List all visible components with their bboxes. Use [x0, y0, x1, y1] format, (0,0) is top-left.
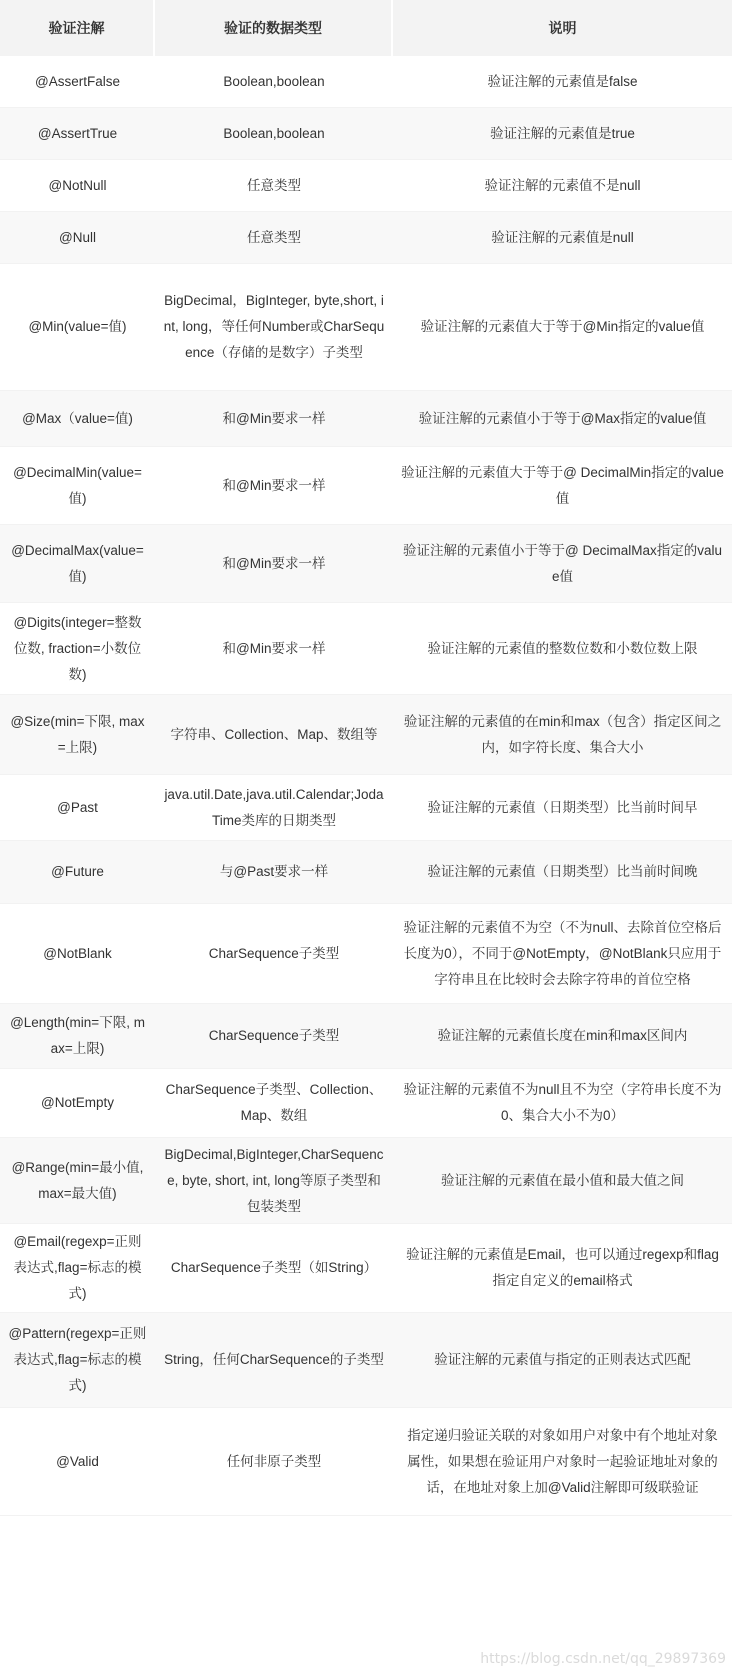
description-cell: 验证注解的元素值（日期类型）比当前时间早 [393, 775, 732, 841]
annotation-cell: @Future [0, 841, 155, 904]
blog-url-watermark: https://blog.csdn.net/qq_29897369 [480, 1651, 726, 1667]
annotation-cell: @Email(regexp=正则表达式,flag=标志的模式) [0, 1224, 155, 1313]
annotation-cell: @DecimalMin(value=值) [0, 447, 155, 525]
annotation-cell: @Null [0, 212, 155, 264]
table-row [0, 1408, 732, 1516]
description-cell: 指定递归验证关联的对象如用户对象中有个地址对象属性，如果想在验证用户对象时一起验证地址对象的话，在地址对象上加@Valid注解即可级联验证 [393, 1408, 732, 1516]
annotation-cell: @Min(value=值) [0, 264, 155, 391]
table-row [0, 447, 732, 525]
annotation-cell: @AssertTrue [0, 108, 155, 160]
data-type-cell: 任何非原子类型 [155, 1408, 393, 1516]
table-row [0, 841, 732, 904]
header-data-type: 验证的数据类型 [155, 0, 393, 56]
data-type-cell: CharSequence子类型 [155, 1004, 393, 1069]
description-cell: 验证注解的元素值大于等于@Min指定的value值 [393, 264, 732, 391]
description-cell: 验证注解的元素值小于等于@Max指定的value值 [393, 391, 732, 447]
table-row [0, 160, 732, 212]
description-cell: 验证注解的元素值长度在min和max区间内 [393, 1004, 732, 1069]
data-type-cell: CharSequence子类型（如String） [155, 1224, 393, 1313]
description-cell: 验证注解的元素值不是null [393, 160, 732, 212]
annotation-cell: @Valid [0, 1408, 155, 1516]
table-row [0, 775, 732, 841]
description-cell: 验证注解的元素值大于等于@ DecimalMin指定的value值 [393, 447, 732, 525]
annotation-cell: @NotBlank [0, 904, 155, 1004]
data-type-cell: 任意类型 [155, 160, 393, 212]
annotation-cell: @Range(min=最小值, max=最大值) [0, 1138, 155, 1224]
table-row [0, 603, 732, 695]
table-row [0, 525, 732, 603]
annotation-cell: @Length(min=下限, max=上限) [0, 1004, 155, 1069]
table-row [0, 1069, 732, 1138]
description-cell: 验证注解的元素值的整数位数和小数位数上限 [393, 603, 732, 695]
data-type-cell: 字符串、Collection、Map、数组等 [155, 695, 393, 775]
table-row [0, 1004, 732, 1069]
table-row [0, 695, 732, 775]
data-type-cell: Boolean,boolean [155, 56, 393, 108]
data-type-cell: 和@Min要求一样 [155, 447, 393, 525]
data-type-cell: 和@Min要求一样 [155, 603, 393, 695]
data-type-cell: 和@Min要求一样 [155, 525, 393, 603]
description-cell: 验证注解的元素值在最小值和最大值之间 [393, 1138, 732, 1224]
description-cell: 验证注解的元素值与指定的正则表达式匹配 [393, 1313, 732, 1408]
table-row [0, 264, 732, 391]
description-cell: 验证注解的元素值是null [393, 212, 732, 264]
table-row [0, 1313, 732, 1408]
table-header-row [0, 0, 732, 56]
data-type-cell: BigDecimal，BigInteger, byte,short, int, long，等任何Number或CharSequence（存储的是数字）子类型 [155, 264, 393, 391]
table-row [0, 391, 732, 447]
annotation-cell: @Pattern(regexp=正则表达式,flag=标志的模式) [0, 1313, 155, 1408]
annotation-cell: @DecimalMax(value=值) [0, 525, 155, 603]
table-row [0, 904, 732, 1004]
data-type-cell: BigDecimal,BigInteger,CharSequence, byte, short, int, long等原子类型和包装类型 [155, 1138, 393, 1224]
data-type-cell: CharSequence子类型 [155, 904, 393, 1004]
header-annotation: 验证注解 [0, 0, 155, 56]
data-type-cell: java.util.Date,java.util.Calendar;Joda Time类库的日期类型 [155, 775, 393, 841]
header-description: 说明 [393, 0, 732, 56]
data-type-cell: 与@Past要求一样 [155, 841, 393, 904]
data-type-cell: Boolean,boolean [155, 108, 393, 160]
description-cell: 验证注解的元素值（日期类型）比当前时间晚 [393, 841, 732, 904]
description-cell: 验证注解的元素值小于等于@ DecimalMax指定的value值 [393, 525, 732, 603]
description-cell: 验证注解的元素值的在min和max（包含）指定区间之内，如字符长度、集合大小 [393, 695, 732, 775]
annotation-cell: @Max（value=值) [0, 391, 155, 447]
annotation-cell: @NotEmpty [0, 1069, 155, 1138]
description-cell: 验证注解的元素值不为null且不为空（字符串长度不为0、集合大小不为0） [393, 1069, 732, 1138]
table-body [0, 56, 732, 1516]
annotation-cell: @AssertFalse [0, 56, 155, 108]
annotation-cell: @NotNull [0, 160, 155, 212]
data-type-cell: 和@Min要求一样 [155, 391, 393, 447]
data-type-cell: 任意类型 [155, 212, 393, 264]
annotation-cell: @Past [0, 775, 155, 841]
description-cell: 验证注解的元素值不为空（不为null、去除首位空格后长度为0），不同于@NotEmpty，@NotBlank只应用于字符串且在比较时会去除字符串的首位空格 [393, 904, 732, 1004]
table-row [0, 56, 732, 108]
data-type-cell: CharSequence子类型、Collection、Map、数组 [155, 1069, 393, 1138]
table-row [0, 1224, 732, 1313]
annotation-cell: @Digits(integer=整数位数, fraction=小数位数) [0, 603, 155, 695]
data-type-cell: String，任何CharSequence的子类型 [155, 1313, 393, 1408]
table-row [0, 212, 732, 264]
table-row [0, 1138, 732, 1224]
table-row [0, 108, 732, 160]
description-cell: 验证注解的元素值是true [393, 108, 732, 160]
annotation-cell: @Size(min=下限, max=上限) [0, 695, 155, 775]
description-cell: 验证注解的元素值是false [393, 56, 732, 108]
description-cell: 验证注解的元素值是Email，也可以通过regexp和flag指定自定义的email格式 [393, 1224, 732, 1313]
table-header [0, 0, 732, 56]
